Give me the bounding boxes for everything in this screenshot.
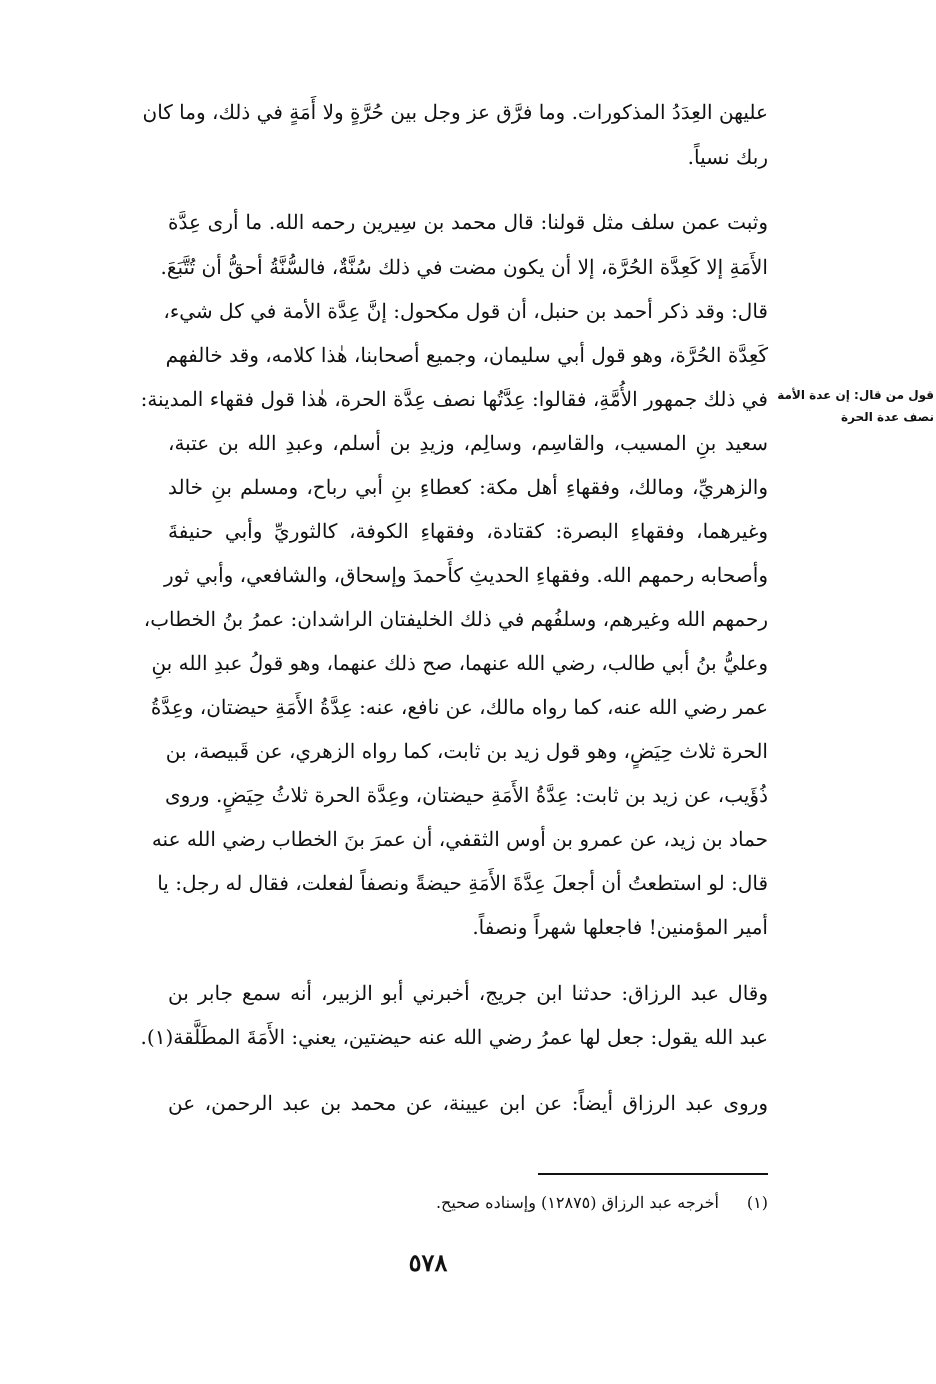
body-line: وعليُّ بنُ أبي طالب، رضي الله عنهما، صح ذلك عنهما، وهو قولُ عبدِ الله بنِ	[151, 651, 768, 675]
body-line: رحمهم الله وغيرهم، وسلفُهم في ذلك الخليفتان الراشدان: عمرُ بنُ الخطاب،	[143, 607, 768, 631]
body-line: عبد الله يقول: جعل لها عمرُ رضي الله عنه حيضتين، يعني: الأَمَةَ المطَلَّقة(١).	[140, 1025, 768, 1049]
body-line: وقال عبد الرزاق: حدثنا ابن جريج، أخبرني أبو الزبير، أنه سمع جابر بن	[168, 981, 768, 1005]
body-line: وأصحابه رحمهم الله. وفقهاءِ الحديثِ كأَحمدَ وإسحاق، والشافعي، وأبي ثور	[163, 563, 768, 587]
body-line: وغيرهما، وفقهاءِ البصرة: كقتادة، وفقهاءِ الكوفة، كالثوريِّ وأبي حنيفةَ	[168, 519, 768, 543]
footnote	[168, 1190, 768, 1216]
body-line: عمر رضي الله عنه، كما رواه مالك، عن نافع، عنه: عِدَّةُ الأَمَةِ حيضتان، وعِدَّةُ	[150, 695, 768, 719]
page-number: ٥٧٨	[408, 1248, 448, 1277]
body-line: قال: لو استطعتُ أن أجعلَ عِدَّةَ الأَمَةِ حيضةً ونصفاً لفعلت، فقال له رجل: يا	[157, 871, 768, 895]
body-line: الحرة ثلاث حِيَضٍ، وهو قول زيد بن ثابت، كما رواه الزهري، عن قَبيصة، بن	[165, 739, 768, 763]
body-line: الأَمَةِ إلا كَعِدَّة الحُرَّة، إلا أن يكون مضت في ذلك سُنَّةٌ، فالسُّنَّةُ أحقُّ أن تُتَّبَعَ.	[160, 255, 768, 279]
body-line: كَعِدَّة الحُرَّة، وهو قول أبي سليمان، وجميع أصحابنا، هٰذا كلامه، وقد خالفهم	[165, 343, 768, 367]
body-line: وثبت عمن سلف مثل قولنا: قال محمد بن سِيرين رحمه الله. ما أرى عِدَّة	[168, 210, 768, 234]
footnote-separator	[538, 1173, 768, 1175]
body-line: ربك نسياً.	[687, 145, 768, 169]
footnote-text: أخرجه عبد الرزاق (١٢٨٧٥) وإسناده صحيح.	[435, 1193, 719, 1212]
body-line: عليهن العِدَدُ المذكورات. وما فرَّق عز وجل بين حُرَّةٍ ولا أَمَةٍ في ذلك، وما كان	[142, 100, 768, 124]
margin-note-line: قول من قال: إن عدة الأمة	[777, 388, 934, 402]
body-line: وروى عبد الرزاق أيضاً: عن ابن عيينة، عن محمد بن عبد الرحمن، عن	[168, 1091, 768, 1115]
body-line: في ذلك جمهور الأُمَّةِ، فقالوا: عِدَّتُها نصف عِدَّة الحرة، هٰذا قول فقهاء المدينة:	[140, 387, 768, 411]
body-line: والزهريِّ، ومالك، وفقهاءِ أهل مكة: كعطاءِ بنِ أبي رباح، ومسلم بنِ خالد	[168, 475, 768, 499]
body-line: سعيد بنِ المسيب، والقاسِم، وسالِم، وزيدِ بن أسلم، وعبدِ الله بن عتبة،	[168, 431, 768, 455]
body-line: حماد بن زيد، عن عمرو بن أوس الثقفي، أن عمرَ بنَ الخطاب رضي الله عنه	[151, 827, 768, 851]
body-line: ذُؤَيب، عن زيد بن ثابت: عِدَّةُ الأَمَةِ حيضتان، وعِدَّة الحرة ثلاثُ حِيَضٍ. وروى	[165, 783, 768, 807]
body-line: قال: وقد ذكر أحمد بن حنبل، أن قول مكحول: إنَّ عِدَّة الأمة في كل شيء،	[163, 299, 768, 323]
margin-note-line: نصف عدة الحرة	[840, 410, 934, 424]
footnote-number: (١)	[746, 1193, 768, 1212]
body-line: أمير المؤمنين! فاجعلها شهراً ونصفاً.	[472, 915, 768, 939]
